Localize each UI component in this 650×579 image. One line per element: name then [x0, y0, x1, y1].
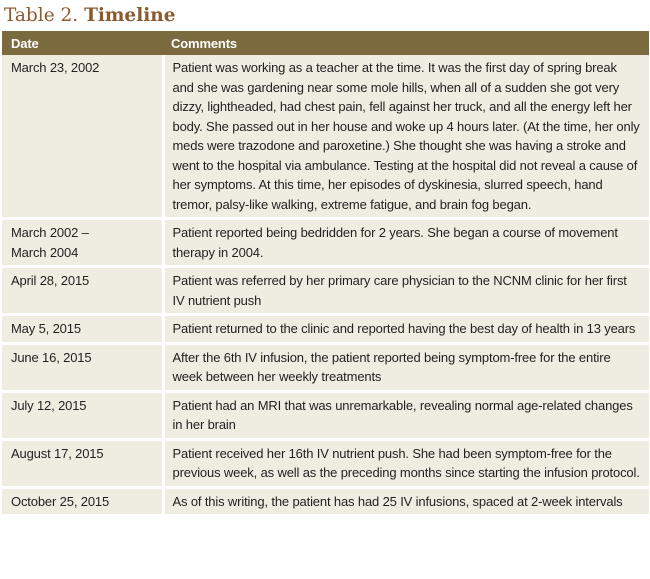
- comment-cell: As of this writing, the patient has had 25 IV infusions, spaced at 2-week intervals: [163, 487, 649, 514]
- comment-cell: Patient returned to the clinic and reported having the best day of health in 13 years: [163, 315, 649, 344]
- table-row: [2, 343, 649, 391]
- comment-cell: Patient received her 16th IV nutrient push. She had been symptom-free for the previous week, as well as the preceding months since starting the infusion protocol.: [163, 439, 649, 487]
- date-range-end: March 2004: [11, 244, 79, 260]
- table-row: [2, 391, 649, 439]
- comment-cell: Patient had an MRI that was unremarkable, revealing normal age-related changes in her brain: [163, 391, 649, 439]
- date-cell: May 5, 2015: [2, 315, 163, 344]
- date-cell: July 12, 2015: [2, 391, 163, 439]
- table-header-row: [2, 31, 649, 55]
- date-cell: August 17, 2015: [2, 439, 163, 487]
- table-number: Table 2.: [4, 5, 79, 26]
- table-caption: [4, 3, 175, 29]
- comment-cell: Patient reported being bedridden for 2 years. She began a course of movement therapy in 2004.: [163, 219, 649, 267]
- table-row: [2, 315, 649, 344]
- table-row: [2, 487, 649, 514]
- comment-cell: Patient was working as a teacher at the time. It was the first day of spring break and she was gardening near some mole hills, when all of a sudden she got very dizzy, lightheaded, had chest pain, fell against her truck, and all the energy left her body. She passed out in her house and woke up 4 hours later. (At the time, her only meds were trazodone and paroxetine.) She thought she was having a stroke and went to the hospital via ambulance. Testing at the hospital did not reveal a cause of her symptoms. At this time, her episodes of dyskinesia, slurred speech, hand tremor, palsy-like walking, extreme fatigue, and brain fog began.: [163, 55, 649, 219]
- date-cell: October 25, 2015: [2, 487, 163, 514]
- table-title: Timeline: [84, 5, 176, 26]
- date-range-start: March 2002 –: [11, 225, 89, 240]
- date-cell: March 23, 2002: [2, 55, 163, 219]
- date-cell: [2, 219, 163, 267]
- table-row: [2, 55, 649, 219]
- timeline-table: [2, 31, 649, 514]
- date-column-header: Date: [2, 31, 163, 55]
- comments-column-header: Comments: [163, 31, 649, 55]
- comment-cell: After the 6th IV infusion, the patient reported being symptom-free for the entire week between her weekly treatments: [163, 343, 649, 391]
- table-row: [2, 439, 649, 487]
- table-row: [2, 219, 649, 267]
- date-cell: April 28, 2015: [2, 267, 163, 315]
- table-row: [2, 267, 649, 315]
- comment-cell: Patient was referred by her primary care physician to the NCNM clinic for her first IV nutrient push: [163, 267, 649, 315]
- date-cell: June 16, 2015: [2, 343, 163, 391]
